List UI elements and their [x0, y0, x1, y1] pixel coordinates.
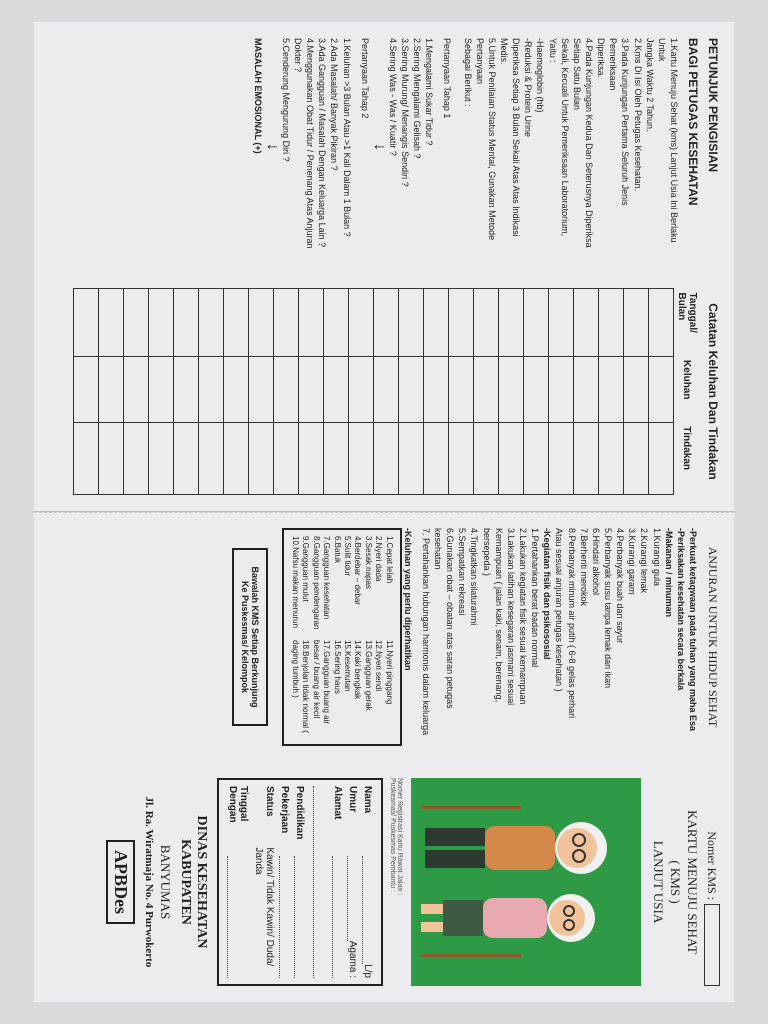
list-item: 4.Perbanyak buah dan sayur [615, 528, 626, 644]
field-label: Pekerjaan [279, 786, 291, 834]
anjuran-title: ANJURAN UNTUK HIDUP SEHAT [706, 546, 720, 728]
list-item: Diperiksa Setiap 3 Bulan Sekali Atas Atas Indikasi Medis. [499, 38, 522, 237]
table-cell[interactable] [599, 289, 624, 357]
table-cell[interactable] [299, 422, 324, 494]
list-item: 3.Sering Murung/ Menangis Sendiri ? [400, 38, 411, 187]
list-item: 4.Berdebar – debar [353, 536, 363, 605]
catatan-table [73, 288, 700, 495]
table-cell[interactable] [399, 356, 424, 422]
table-cell[interactable] [124, 356, 149, 422]
col-tanggal-1: Tanggal/ [687, 292, 698, 333]
anjuran-intro-2: -Periksakan kesehatan secara berkala [675, 528, 686, 691]
field-label: Nama [362, 786, 374, 814]
table-cell[interactable] [649, 422, 674, 494]
anjuran-panel [34, 512, 734, 762]
nama-field[interactable] [362, 856, 373, 964]
table-cell[interactable] [524, 289, 549, 357]
table-cell[interactable] [374, 422, 399, 494]
field-label: Umur [347, 786, 359, 813]
list-item: 4.Pada Kunjungan Kedua Dan Seterusnya Diperiksa Setiap Satu Bulan [571, 38, 595, 248]
list-item: 1.Kurangi gula [651, 528, 662, 587]
table-cell[interactable] [299, 289, 324, 357]
alamat-dinas: Jl. Ra. Wiratmaja No. 4 Purwokerto [143, 796, 156, 968]
table-row [524, 289, 549, 495]
table-row [474, 289, 499, 495]
list-item: 12.Nyeri sendi [374, 640, 384, 692]
table-row [99, 289, 124, 495]
table-cell[interactable] [624, 289, 649, 357]
list-item: Kemampuan ( jalan kaki, senam, berenang, bersepeda ) [481, 528, 504, 703]
field-pekerjaan [279, 786, 290, 978]
list-item: 15.Kesemutan [343, 640, 353, 692]
table-cell[interactable] [249, 422, 274, 494]
list-item: 10.Nafsu makan menurun [291, 536, 301, 629]
list-item: 1.Keluhan >3 Bulan Atau >1 Kali Dalam 1 Bulan ? [341, 38, 352, 237]
tahap1-label: Pertanyaan Tahap 1 [442, 38, 453, 119]
table-cell[interactable] [374, 289, 399, 357]
list-item: 16.Sering haus [332, 640, 342, 694]
list-item: -Reduksi & Protein Urine [523, 38, 534, 138]
table-cell[interactable] [499, 422, 524, 494]
registrasi-line-2: Puskesmas/ Puskesmas Pembantu : [389, 778, 397, 892]
alamat-extra-line[interactable] [313, 786, 328, 978]
table-cell[interactable] [449, 289, 474, 357]
list-item: -Haemoglobin (hb) [535, 38, 546, 113]
pekerjaan-field[interactable] [279, 856, 290, 978]
list-item: 6.Batuk [332, 536, 342, 564]
tinggal-field[interactable] [227, 856, 249, 978]
table-row [499, 289, 524, 495]
table-row [74, 289, 99, 495]
list-item: 18.Benjolan tidak normal ( daging tumbuh ) [291, 640, 311, 733]
list-item: 3.Kurangi garam [627, 528, 638, 595]
table-cell[interactable] [274, 356, 299, 422]
table-row [299, 289, 324, 495]
field-umur [347, 786, 358, 978]
kegiatan-list [420, 528, 541, 746]
table-cell[interactable] [449, 422, 474, 494]
list-item: 14.Kaki bengkak [353, 640, 363, 700]
table-cell[interactable] [99, 289, 124, 357]
table-cell[interactable] [449, 356, 474, 422]
table-cell[interactable] [199, 422, 224, 494]
elderly-couple-illustration [411, 778, 641, 986]
cover-title-2: ( KMS ) [668, 860, 684, 904]
makanan-label: -Makanan / minuman [663, 528, 674, 618]
registrasi-line-1: Nomer Registrasi Kartu Rawat Jalan : [396, 778, 404, 896]
table-row [599, 289, 624, 495]
table-row [399, 289, 424, 495]
list-item: 3.Lakukan latihan kesegaran jasmani sesuai [505, 528, 516, 706]
table-cell[interactable] [99, 356, 124, 422]
table-cell[interactable] [199, 289, 224, 357]
table-row [199, 289, 224, 495]
table-cell[interactable] [174, 289, 199, 357]
table-cell[interactable] [424, 289, 449, 357]
list-item: Diperiksa. [596, 38, 607, 79]
list-item: 2.Nyeri dada [374, 536, 384, 582]
table-cell[interactable] [399, 289, 424, 357]
table-cell[interactable] [474, 422, 499, 494]
kms-card [34, 22, 734, 1002]
table-cell[interactable] [549, 356, 574, 422]
table-cell[interactable] [424, 422, 449, 494]
field-label: Tinggal Dengan [227, 786, 250, 823]
anjuran-intro-1: -Perkuat ketaqwaan pada tuhan yang maha Esa [688, 528, 698, 732]
tahap2-label: Pertanyaan Tahap 2 [359, 38, 370, 119]
keluhan-right [290, 640, 394, 738]
list-item: 7.Berhenti merokok [578, 528, 589, 607]
table-cell[interactable] [349, 422, 374, 494]
table-cell[interactable] [549, 422, 574, 494]
table-row [324, 289, 349, 495]
field-pendidikan [294, 786, 305, 978]
col-tindakan: Tindakan [681, 426, 693, 470]
col-tanggal-2: Bulan [676, 292, 687, 321]
table-cell[interactable] [224, 356, 249, 422]
table-cell[interactable] [149, 356, 174, 422]
field-label: Pendidikan [294, 786, 306, 840]
table-cell[interactable] [299, 356, 324, 422]
list-item: 6.Gunakan obat – obatan atas saran petugas kesehatan [433, 528, 456, 709]
masalah-emosional: MASALAH EMOSIONAL (+) [252, 38, 263, 154]
table-cell[interactable] [574, 422, 599, 494]
arrow-down-icon: ↓ [263, 143, 281, 151]
nomor-kms-box [704, 904, 720, 986]
list-item: 6.Hindari alkohol [590, 528, 601, 596]
list-item: Atau sesuai anjuran petugas kesehatan ) [554, 528, 565, 692]
table-row [124, 289, 149, 495]
tahap2-list [280, 38, 353, 256]
petunjuk-title-2: BAGI PETUGAS KESEHATAN [686, 38, 700, 206]
list-item: 5.Sempatkan rekreasi [457, 528, 468, 616]
table-cell[interactable] [249, 356, 274, 422]
table-row [274, 289, 299, 495]
catatan-body [74, 289, 674, 495]
dinas-title: DINAS KESEHATAN KABUPATEN [178, 815, 210, 949]
list-item: 2.Sering Mengalami Gelisah ? [412, 38, 423, 159]
cover-title-1: KARTU MENUJU SEHAT [685, 810, 700, 954]
apbdes-wrap [106, 778, 135, 986]
table-cell[interactable] [474, 356, 499, 422]
list-item: 2.Kms Di Isi Oleh Petugas Kesehatan. [632, 38, 643, 192]
list-item: 7. Pertahankan hubungan harmonis dalam keluarga [420, 528, 431, 736]
keluhan-box [282, 528, 402, 746]
list-item: 8.Gangguan pendengaran [311, 536, 321, 630]
table-row [224, 289, 249, 495]
cover-panel [34, 762, 734, 1002]
list-item: 1.Cepat lelah [384, 536, 394, 584]
table-cell[interactable] [74, 422, 99, 494]
elderly-couple-icon [411, 778, 641, 986]
list-item: 4.Menggunakan Obat Tidur / Penenang Atas Anjuran Dokter ? [293, 38, 316, 249]
table-row [624, 289, 649, 495]
table-cell[interactable] [424, 356, 449, 422]
list-item: 3.Ada Gangguan / Masalah Dengan Keluarga Lain ? [317, 38, 328, 248]
table-cell[interactable] [374, 356, 399, 422]
table-row [249, 289, 274, 495]
table-cell[interactable] [349, 356, 374, 422]
table-cell[interactable] [174, 422, 199, 494]
table-cell[interactable] [124, 289, 149, 357]
field-nama [362, 786, 373, 978]
table-cell[interactable] [174, 356, 199, 422]
list-item: 5.Perbanyak susu tanpa lemak dan ikan [603, 528, 614, 689]
apbdes-label: APBDes [106, 840, 135, 924]
list-item: Sekali, Kecuali Untuk Pemeriksaan Laboratorium, Yaitu : [547, 38, 570, 237]
arrow-down-icon: ↓ [370, 143, 388, 151]
table-cell[interactable] [149, 422, 174, 494]
table-cell[interactable] [124, 422, 149, 494]
list-item: 13.Gangguan gerak [363, 640, 373, 711]
list-item: 4.Tingkatkan silaturahmi [469, 528, 480, 626]
list-item: 4.Sering Was - Was / Kuatir ? [387, 38, 398, 156]
list-item: Jangka Waktu 2 Tahun. [644, 38, 655, 132]
table-cell[interactable] [499, 289, 524, 357]
col-keluhan: Keluhan [681, 360, 693, 400]
cover-title [649, 778, 700, 986]
list-item: 5.Cenderung Mengurung Diri ? [280, 38, 291, 162]
list-item: 8.Perbanyak minum air putih ( 6-8 gelas perhari [566, 528, 577, 719]
list-item: 2.Lakukan kegiatan fisik sesuai kemampuan [518, 528, 529, 705]
table-cell[interactable] [249, 289, 274, 357]
nomor-kms [704, 778, 720, 986]
keluhan-label: -Keluhan yang perlu diperhatikan [402, 528, 413, 671]
table-cell[interactable] [199, 356, 224, 422]
catatan-panel [34, 272, 734, 512]
field-suffix: Kawin/ Tidak Kawin/ Duda/ Janda [253, 847, 276, 967]
field-label: Alamat [332, 786, 344, 820]
table-cell[interactable] [599, 356, 624, 422]
kabupaten: BANYUMAS [158, 844, 174, 920]
keluhan-left [290, 536, 394, 634]
alamat-field[interactable] [332, 856, 343, 978]
table-cell[interactable] [349, 289, 374, 357]
table-cell[interactable] [624, 356, 649, 422]
table-row [424, 289, 449, 495]
table-cell[interactable] [324, 422, 349, 494]
list-item: 1.Pertahankan berat badan normal [530, 528, 541, 668]
table-row [549, 289, 574, 495]
table-cell[interactable] [574, 356, 599, 422]
table-cell[interactable] [524, 356, 549, 422]
list-item: 9.Gangguan mulut [301, 536, 311, 602]
field-tinggal [227, 786, 249, 978]
list-item: 17.Gangguan buang air besar / buang air kecil [311, 640, 332, 725]
petunjuk-title-1: PETUNJUK PENGISIAN [706, 38, 720, 173]
table-row [349, 289, 374, 495]
bawalah-line-1: Bawalah KMS Setiap Berkunjung [249, 566, 260, 708]
table-cell[interactable] [599, 422, 624, 494]
bawalah-line-2: Ke Puskesmas/ Kelompok [239, 580, 250, 694]
table-cell[interactable] [649, 289, 674, 357]
col-tanggal [674, 289, 701, 357]
table-row [649, 289, 674, 495]
list-item: Sebagai Berikut : [462, 38, 473, 107]
bawalah-box [232, 548, 268, 726]
field-suffix: Agama : [347, 940, 359, 978]
table-row [574, 289, 599, 495]
list-item: 7.Gangguan kesehatan [322, 536, 332, 620]
field-status [253, 786, 275, 978]
petunjuk-panel [34, 22, 734, 272]
table-cell[interactable] [649, 356, 674, 422]
table-cell[interactable] [224, 422, 249, 494]
table-cell[interactable] [549, 289, 574, 357]
list-item: 5.Untuk Penilaian Status Mental, Gunakan Metode Pertanyaan [474, 38, 497, 241]
catatan-title: Catatan Keluhan Dan Tindakan [706, 303, 720, 480]
makanan-list [553, 528, 662, 746]
table-cell[interactable] [574, 289, 599, 357]
table-row [449, 289, 474, 495]
pendidikan-field[interactable] [294, 856, 305, 978]
nomor-kms-label: Nomer KMS : [705, 831, 720, 900]
field-alamat [332, 786, 343, 978]
field-label: Status [264, 786, 276, 817]
table-cell[interactable] [274, 422, 299, 494]
list-item: 5.Sulit tidur [343, 536, 353, 577]
table-cell[interactable] [99, 422, 124, 494]
umur-field[interactable] [347, 856, 358, 941]
petunjuk-list [461, 38, 680, 256]
list-item: 11.Nyeri pinggang [384, 640, 394, 705]
table-cell[interactable] [224, 289, 249, 357]
tahap1-list [387, 38, 436, 256]
table-cell[interactable] [324, 289, 349, 357]
list-item: 1.Kartu Menuju Sehat (kms) Lanjut Usia Ini Berlaku Untuk [656, 38, 679, 243]
table-cell[interactable] [399, 422, 424, 494]
table-cell[interactable] [74, 289, 99, 357]
table-cell[interactable] [474, 289, 499, 357]
list-item: 3.Pada Kunjungan Pertama Seluruh Jenis Pemeriksaan [608, 38, 631, 206]
table-row [149, 289, 174, 495]
list-item: 1.Mengalami Sukar Tidur ? [424, 38, 435, 146]
table-row [174, 289, 199, 495]
field-suffix: L/p [362, 964, 374, 978]
list-item: 3.Sesak napas [363, 536, 373, 589]
table-cell[interactable] [149, 289, 174, 357]
table-cell[interactable] [624, 422, 649, 494]
identity-box [217, 778, 383, 986]
table-row [374, 289, 399, 495]
list-item: 2.Kurangi lemak [639, 528, 650, 594]
table-cell[interactable] [524, 422, 549, 494]
cover-title-3: LANJUT USIA [651, 840, 667, 924]
kegiatan-label: -Kegiatan fisik dan psikososial [542, 528, 553, 660]
list-item: 2.Ada Masalah/ Banyak Pikiran ? [329, 38, 340, 171]
table-cell[interactable] [499, 356, 524, 422]
table-cell[interactable] [74, 356, 99, 422]
table-cell[interactable] [274, 289, 299, 357]
table-cell[interactable] [324, 356, 349, 422]
